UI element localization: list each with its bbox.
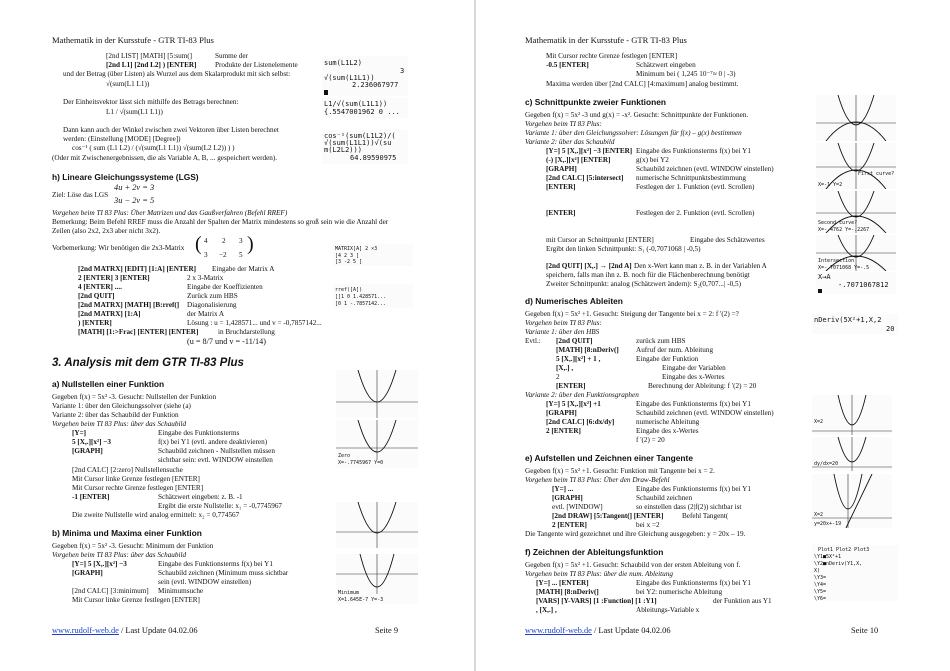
description: Eingabe des Funktionsterms f(x) bei Y1 xyxy=(636,579,751,587)
text-line: Der Einheitsvektor lässt sich mithilfe des Betrags berechnen: xyxy=(63,98,239,106)
text-line: Zeilen (also 2x2, 2x3 aber nicht 3x2). xyxy=(52,227,161,235)
keystroke: -0.5 [ENTER] xyxy=(546,61,589,69)
matrix-cell: −2 xyxy=(219,251,227,259)
section-heading: d) Numerisches Ableiten xyxy=(525,296,623,306)
matrix-bracket-right: ) xyxy=(247,233,254,255)
matrix-cell: 4 xyxy=(204,237,208,245)
text-line: und der Betrag (über Listen) als Wurzel aus dem Skalarprodukt mit sich selbst: xyxy=(63,70,291,78)
page-9 xyxy=(0,0,474,671)
keystroke: [GRAPH] xyxy=(546,409,577,417)
keystroke: [2nd L1] [2nd L2] ) [ENTER] xyxy=(106,61,197,69)
keystroke: [GRAPH] xyxy=(552,494,583,502)
keystroke: 5 [X,.][x²] + 1 , xyxy=(556,355,601,363)
description: Minimumsuche xyxy=(158,587,204,595)
text-line: Mit Cursor rechte Grenze festlegen [ENTER] xyxy=(72,484,204,492)
section-heading: f) Zeichnen der Ableitungsfunktion xyxy=(525,547,664,557)
keystroke: [2nd CALC] [2:zero] Nullstellensuche xyxy=(72,466,183,474)
graph-screen-zero xyxy=(336,420,418,468)
footer-text: / Last Update 04.02.06 xyxy=(118,626,198,635)
keystroke: [ENTER] xyxy=(546,209,576,217)
keystroke: (-) [X,.][x²] [ENTER] xyxy=(546,156,611,164)
section-heading: c) Schnittpunkte zweier Funktionen xyxy=(525,97,666,107)
description: Zurück zum HBS xyxy=(187,292,238,300)
graph-label: Intersection xyxy=(818,258,855,264)
screen-line: X→A xyxy=(818,273,831,281)
graph-label: dy/dx=20 xyxy=(814,461,839,467)
procedure-line: Vorgehen beim TI 83 Plus: über das Schaubild xyxy=(52,420,187,428)
description: Eingabe der Variablen xyxy=(662,364,726,372)
graph-screen xyxy=(336,502,418,548)
text-line: Variante 2: über das Schaubild der Funktion xyxy=(52,411,179,419)
screen-line: Plot1 Plot2 Plot3 xyxy=(818,547,870,553)
description: Eingabe des Funktionsterms f(x) bei Y1 xyxy=(636,485,751,493)
screen-line: √(sum(L1L1))√(su xyxy=(324,139,392,147)
text-line: Gegeben f(x) = 5x² +1. Gesucht: Schaubild von der ersten Ableitung von f. xyxy=(525,561,741,569)
calculator-screen-rref xyxy=(333,284,413,308)
screen-line: 64.89590975 xyxy=(350,154,397,162)
graph-screen-second-curve xyxy=(816,191,896,233)
description: Schaubild zeichnen (evtl. WINDOW einstellen) xyxy=(636,409,774,417)
text-line: Bemerkung: Beim Befehl RREF muss die Anzahl der Spalten der Matrix mindestens so groß sein wie die Anzahl der xyxy=(52,218,389,226)
screen-line: \Y3= xyxy=(814,575,827,581)
keystroke: [GRAPH] xyxy=(72,447,103,455)
procedure-line: Vorgehen beim TI 83 Plus: xyxy=(525,120,602,128)
text-line: Die zweite Nullstelle wird analog ermittelt: x₂ = 0,774567 xyxy=(72,511,240,519)
matrix-cell: 5 xyxy=(239,251,243,259)
screen-line: sum(L1L2) xyxy=(324,59,362,67)
page-header: Mathematik in der Kursstufe - GTR TI-83 Plus xyxy=(525,35,687,45)
description: Diagonalisierung xyxy=(187,301,237,309)
calculator-screen-nderiv xyxy=(812,314,898,334)
description: numerische Ableitung xyxy=(636,418,700,426)
description: Schaubild zeichnen xyxy=(636,494,693,502)
keystroke: 2 [ENTER] 3 [ENTER] xyxy=(78,274,150,282)
keystroke: 2 xyxy=(556,373,560,381)
section-heading: h) Lineare Gleichungssysteme (LGS) xyxy=(52,172,199,182)
graph-values: X=-.7071068 Y=-.5 xyxy=(818,265,870,271)
description: Eingabe der Koeffizienten xyxy=(187,283,263,291)
graph-screen-intersection xyxy=(816,235,896,271)
text-line: Gegeben f(x) = 5x² -3. Gesucht: Minimum der Funktion xyxy=(52,542,214,550)
keystroke: [GRAPH] xyxy=(72,569,103,577)
keystroke: [ENTER] xyxy=(556,382,586,390)
description: Schätzwert eingeben: z. B. -1 xyxy=(158,493,243,501)
screen-line: cos⁻¹(sum(L1L2)/( xyxy=(324,132,396,140)
description: 2 x 3-Matrix xyxy=(187,274,224,282)
description: der Funktion aus Y1 xyxy=(713,597,772,605)
description: Befehl Tangent( xyxy=(682,512,729,520)
description: Summe der xyxy=(215,52,248,60)
graph-values: X=-1 Y=2 xyxy=(818,182,843,188)
keystroke: 5 [X,.][x²] −3 xyxy=(72,438,111,446)
description: f(x) bei Y1 (evtl. andere deaktivieren) xyxy=(158,438,268,446)
website-link[interactable]: www.rudolf-web.de xyxy=(525,626,592,635)
screen-line: MATRIX[A] 2 ×3 xyxy=(335,246,378,252)
text-line: Zweiter Schnittpunkt: analog (Schätzwert ändern): S₂(0,707...| -0,5) xyxy=(546,280,741,288)
keystroke: [2nd CALC] [3:minimum] xyxy=(72,587,149,595)
description: Schaubild zeichnen (evtl. WINDOW einstellen) xyxy=(636,165,774,173)
graph-values: X=1.645E-7 Y=-3 xyxy=(338,597,384,603)
screen-line: -.7071067812 xyxy=(838,281,889,289)
text-line: Vorbemerkung: Wir benötigen die 2x3-Matrix xyxy=(52,244,185,252)
description: zurück zum HBS xyxy=(636,337,686,345)
screen-line: [0 1 -.7857142... xyxy=(335,301,387,307)
graph-label: Minimum xyxy=(338,590,360,596)
description: Produkte der Listenelemente xyxy=(215,61,298,69)
description: Eingabe des Funktionsterms f(x) bei Y1 xyxy=(636,147,751,155)
description: sichtbar sein: evtl. WINDOW einstellen xyxy=(158,456,273,464)
formula: cos⁻¹ ( sum (L1 L2) / (√(sum(L1 L1)) √(sum(L2 L2)) ) ) xyxy=(72,144,235,152)
page-number: Seite 9 xyxy=(375,626,399,635)
screen-line: 2.236067977 xyxy=(352,81,399,89)
page-header: Mathematik in der Kursstufe - GTR TI-83 Plus xyxy=(52,35,214,45)
text-line: Mit Cursor linke Grenze festlegen [ENTER] xyxy=(72,596,200,604)
website-link[interactable]: www.rudolf-web.de xyxy=(52,626,119,635)
keystroke: -1 [ENTER] xyxy=(72,493,110,501)
description: Ergibt die erste Nullstelle: x₁ = -0,7745967 xyxy=(158,502,283,510)
matrix-bracket-left: ( xyxy=(195,233,202,255)
calculator-screen-angle xyxy=(322,130,408,164)
description: Eingabe der Funktion xyxy=(636,355,699,363)
calculator-screen-unit xyxy=(322,98,408,118)
keystroke: evtl. [WINDOW] xyxy=(552,503,603,511)
keystroke: [2nd MATRX] [MATH] [B:rref(] xyxy=(78,301,180,309)
section-heading: e) Aufstellen und Zeichnen einer Tangente xyxy=(525,453,693,463)
keystroke: [2nd CALC] [6:dx/dy] xyxy=(546,418,615,426)
section-heading: b) Minima und Maxima einer Funktion xyxy=(52,528,202,538)
calculator-screen-yeditor xyxy=(812,545,898,601)
chapter-heading: 3. Analysis mit dem GTR TI-83 Plus xyxy=(52,357,244,369)
text-line: Gegeben f(x) = 5x² -3. Gesucht: Nullstellen der Funktion xyxy=(52,393,217,401)
description: Eingabe des Funktionsterms f(x) bei Y1 xyxy=(158,560,273,568)
text-line: Dann kann auch der Winkel zwischen zwei Vektoren über Listen berechnet xyxy=(63,126,279,134)
description: Eingabe des Funktionsterms xyxy=(158,429,240,437)
procedure-line: Vorgehen beim TI 83 Plus: Über den Draw-Befehl xyxy=(525,476,670,484)
description: der Matrix A xyxy=(187,310,225,318)
text-line: Gegeben f(x) = 5x² +1. Gesucht: Steigung der Tangente bei x = 2: f '(2) =? xyxy=(525,310,739,318)
section-heading: a) Nullstellen einer Funktion xyxy=(52,379,165,389)
screen-line: \Y2■nDeriv(Y1,X, xyxy=(814,561,863,567)
screen-line: [3 -2 5 ] xyxy=(335,259,363,265)
procedure-line: Variante 2: über das Schaubild xyxy=(525,138,615,146)
graph-values: X=-.4762 Y=-.2267 xyxy=(818,227,870,233)
graph-label: X=2 xyxy=(814,419,824,425)
description: g(x) bei Y2 xyxy=(636,156,669,164)
graph-screen-first-curve xyxy=(816,143,896,189)
calculator-screen-matrix xyxy=(333,244,413,266)
formula: √(sum(L1 L1)) xyxy=(106,80,150,88)
text-line: Mit Cursor linke Grenze festlegen [ENTER] xyxy=(72,475,200,483)
screen-line: 20 xyxy=(886,325,895,333)
keystroke: [Y=] xyxy=(72,429,87,437)
keystroke: mit Cursor an Schnittpunkt [ENTER] xyxy=(546,236,654,244)
footer xyxy=(52,626,198,636)
keystroke: [Y=] ... xyxy=(552,485,574,493)
screen-line: \Y1■5X²+1 xyxy=(814,554,842,560)
result-line: (u = 8/7 und v = -11/14) xyxy=(187,337,266,346)
screen-line: [[1 0 1.428571... xyxy=(335,294,387,300)
keystroke: [GRAPH] xyxy=(546,165,577,173)
graph-label: First curve? xyxy=(858,171,895,177)
text-line: (Oder mit Zwischenergebnissen, die als Variable A, B, ... gespeichert werden). xyxy=(52,154,278,162)
text-line: speichern, falls man ihn z. B. noch für die Flächenberechnung benötigt xyxy=(546,271,750,279)
description: Eingabe des Funktionsterms f(x) bei Y1 xyxy=(636,400,751,408)
keystroke: [2nd MATRX] [EDIT] [1:A] [ENTER] xyxy=(78,265,197,273)
graph-screen-intersect xyxy=(816,95,896,141)
keystroke: [MATH] [8:nDeriv(] xyxy=(556,346,619,354)
description: Eingabe des Schätzwertes xyxy=(690,236,765,244)
graph-label: Second curve? xyxy=(818,220,858,226)
keystroke: [X,.] , xyxy=(556,364,574,372)
graph-values: y=20x+-19 xyxy=(814,521,842,527)
description: so einstellen dass (2|f(2)) sichtbar ist xyxy=(636,503,742,511)
text-line: Ergibt den linken Schnittpunkt: S₁ (-0,7071068 | -0,5) xyxy=(546,245,701,253)
description: Eingabe des x-Wertes xyxy=(662,373,725,381)
description: Schaubild zeichnen - Nullstellen müssen xyxy=(158,447,275,455)
keystroke: [VARS] [Y-VARS] [1 :Function] [1 :Y1] xyxy=(536,597,657,605)
keystroke: 2 [ENTER] xyxy=(546,427,581,435)
description: bei x =2 xyxy=(636,521,660,529)
calculator-screen-sum xyxy=(322,56,408,96)
screen-line: √(sum(L1L1)) xyxy=(324,74,375,82)
keystroke: [2nd CALC] [5:intersect] xyxy=(546,174,624,182)
graph-screen xyxy=(336,370,418,418)
screen-line: m(L2L2))) xyxy=(324,146,362,154)
description: Berechnung der Ableitung: f '(2) = 20 xyxy=(648,382,757,390)
procedure-line: Vorgehen beim TI 83 Plus: Über Matrizen und das Gaußverfahren (Befehl RREF) xyxy=(52,209,288,217)
keystroke: [2nd QUIT] xyxy=(78,292,115,300)
text-line: Gegeben f(x) = 5x² -3 und g(x) = -x². Gesucht: Schnittpunkte der Funktionen. xyxy=(525,111,749,119)
graph-label: Zero xyxy=(338,453,351,459)
description: Schätzwert eingeben xyxy=(636,61,696,69)
matrix-cell: 2 xyxy=(222,237,226,245)
matrix-cell: 3 xyxy=(239,237,243,245)
graph-values: X=-.7745967 Y=0 xyxy=(338,460,384,466)
equation: 3u − 2v = 5 xyxy=(114,196,155,205)
screen-line: rref([A]) xyxy=(335,287,363,293)
cursor-block xyxy=(818,289,822,293)
keystroke: 2 [ENTER] xyxy=(552,521,587,529)
graph-label: X=2 xyxy=(814,512,824,518)
screen-line: [4 2 3 ] xyxy=(335,253,360,259)
page-number: Seite 10 xyxy=(851,626,879,635)
keystroke: [Y=] 5 [X,.][x²] −3 [ENTER] xyxy=(546,147,633,155)
text-line: Mit Cursor rechte Grenze festlegen [ENTER] xyxy=(546,52,678,60)
procedure-line: Vorgehen beim TI 83 Plus: über die num. Ableitung xyxy=(525,570,673,578)
keystroke: [2nd LIST] [MATH] [5:sum(] xyxy=(106,52,193,60)
description: in Bruchdarstellung xyxy=(218,328,275,336)
page-10 xyxy=(476,0,950,671)
procedure-line: Vorgehen beim TI 83 Plus: xyxy=(525,319,602,327)
keystroke: [Y=] 5 [X,.][x²] +1 xyxy=(546,400,601,408)
screen-line: \Y4= xyxy=(814,582,827,588)
description: Festlegen der 1. Funktion (evtl. Scrollen) xyxy=(636,183,755,191)
text-line: Variante 1: über den Gleichungssolver (siehe (a) xyxy=(52,402,191,410)
graph-screen-minimum xyxy=(336,554,418,604)
graph-screen-x2 xyxy=(812,395,892,435)
description: Lösung : u = 1,428571... und v = -0,7857142... xyxy=(187,319,322,327)
graph-screen-dydx xyxy=(812,437,892,471)
text-line: Ziel: Löse das LGS xyxy=(52,191,109,199)
keystroke: [2nd QUIT] xyxy=(556,337,593,345)
cursor-block xyxy=(324,90,328,95)
screen-line: nDeriv(5X²+1,X,2 xyxy=(814,316,882,324)
description: Den x-Wert kann man z. B. in der Variablen A xyxy=(634,262,767,270)
keystroke: 4 [ENTER] .... xyxy=(78,283,122,291)
procedure-line: Vorgehen beim TI 83 Plus: über das Schaubild xyxy=(52,551,187,559)
equation: 4u + 2v = 3 xyxy=(114,183,155,192)
procedure-line: Variante 1: über den Gleichungssolver: Lösungen für f(x) – g(x) bestimmen xyxy=(525,129,742,137)
screen-line: {.5547001962 0 ... xyxy=(324,108,400,116)
description: Aufruf der num. Ableitung xyxy=(636,346,714,354)
description: Eingabe der Matrix A xyxy=(212,265,275,273)
procedure-line: Variante 1: über den HBS xyxy=(525,328,600,336)
keystroke: [Y=] ... [ENTER] xyxy=(536,579,589,587)
screen-line: \Y5= xyxy=(814,589,827,595)
formula: L1 / √(sum(L1 L1)) xyxy=(106,108,163,116)
screen-line: X) xyxy=(814,568,821,574)
text-line: Gegeben f(x) = 5x² +1. Gesucht: Funktion mit Tangente bei x = 2. xyxy=(525,467,715,475)
description: Schaubild zeichnen (Minimum muss sichtbar xyxy=(158,569,289,577)
screen-line: 3 xyxy=(400,67,405,75)
footer-text: / Last Update 04.02.06 xyxy=(591,626,671,635)
procedure-line: Variante 2: über den Funktionsgraphen xyxy=(525,391,639,399)
text-line: werden: (Einstellung [MODE] [Degree]) xyxy=(63,135,181,143)
keystroke: [2nd MATRX] [1:A] xyxy=(78,310,141,318)
keystroke: [2nd DRAW] [5:Tangent(] [ENTER] xyxy=(552,512,664,520)
matrix-cell: 3 xyxy=(204,251,208,259)
description: Minimum bei ( 1,245 10⁻⁷≈ 0 | -3) xyxy=(636,70,736,78)
keystroke: , [X,.] , xyxy=(536,606,557,614)
footer xyxy=(525,626,671,636)
graph-screen-tangent xyxy=(812,474,892,528)
keystroke: ) [ENTER] xyxy=(78,319,112,327)
description: sein (evtl. WINDOW einstellen) xyxy=(158,578,252,586)
description: Ableitungs-Variable x xyxy=(636,606,700,614)
screen-line: \Y6= xyxy=(814,596,827,601)
keystroke: [ENTER] xyxy=(546,183,576,191)
description: numerische Schnittpunktsbestimmung xyxy=(636,174,746,182)
description: Eingabe des x-Wertes xyxy=(636,427,699,435)
text-line: Die Tangente wird gezeichnet und ihre Gleichung ausgegeben: y = 20x – 19. xyxy=(525,530,746,538)
keystroke: [MATH] [1:>Frac] [ENTER] [ENTER] xyxy=(78,328,199,336)
calculator-screen-store xyxy=(816,272,896,294)
description: f '(2) = 20 xyxy=(636,436,665,444)
keystroke: [2nd QUIT] [X,.] → [2nd A] xyxy=(546,262,632,270)
label: Evtl.: xyxy=(525,337,541,345)
text-line: Maxima werden über [2nd CALC] [4:maximum] analog bestimmt. xyxy=(546,80,739,88)
description: Festlegen der 2. Funktion (evtl. Scrollen) xyxy=(636,209,755,217)
screen-line: L1/√(sum(L1L1)) xyxy=(324,100,388,108)
keystroke: [MATH] [8:nDeriv(] xyxy=(536,588,599,596)
description: bei Y2: numerische Ableitung xyxy=(636,588,723,596)
keystroke: [Y=] 5 [X,.][x²] −3 xyxy=(72,560,127,568)
